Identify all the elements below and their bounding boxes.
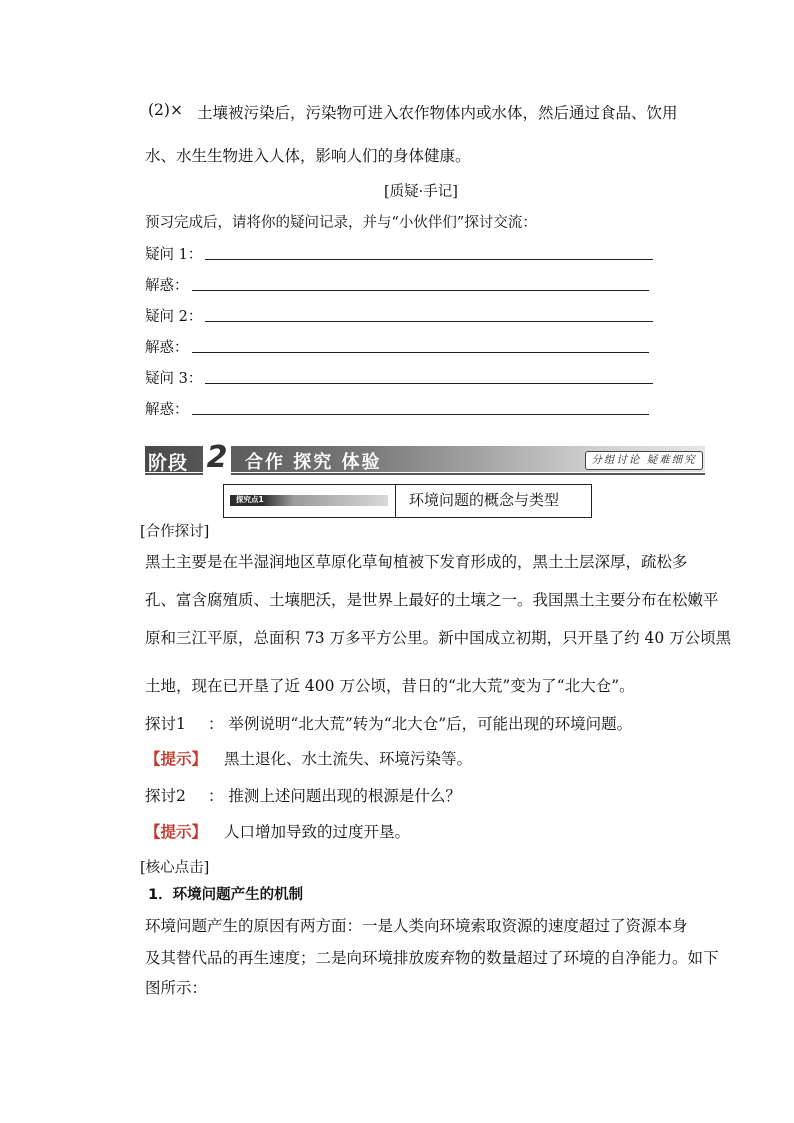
topic-box — [223, 484, 592, 518]
question-1-line[interactable] — [205, 259, 653, 260]
stage-tag: 分组讨论 疑难细究 — [585, 451, 703, 470]
discussion-question-1-label: 探讨1 — [145, 715, 186, 733]
stage-banner — [145, 440, 705, 475]
answer-3-line[interactable] — [192, 414, 649, 415]
answer-3-label: 解惑： — [145, 402, 189, 418]
discussion-question-2-label: 探讨2 — [145, 787, 186, 805]
discussion-paragraph-line-1: 黑土主要是在半湿润地区草原化草甸植被下发育形成的，黑土土层深厚，疏松多 — [145, 553, 688, 571]
answer-line-2: 水、水生生物进入人体，影响人们的身体健康。 — [145, 147, 471, 165]
hint-2-text: 人口增加导致的过度开垦。 — [224, 823, 411, 841]
question-2-line[interactable] — [205, 321, 653, 322]
stage-label: 阶段 — [148, 452, 189, 474]
question-3-label: 疑问 3： — [145, 371, 203, 387]
answer-2-label: 解惑： — [145, 340, 189, 356]
stage-title: 合作 探究 体验 — [245, 452, 382, 473]
core-paragraph-line-3: 图所示： — [145, 979, 208, 997]
topic-title: 环境问题的概念与类型 — [409, 491, 560, 509]
question-2-label: 疑问 2： — [145, 309, 203, 325]
topic-tag: 探究点1 — [236, 495, 264, 504]
hint-2-label: 【提示】 — [145, 823, 208, 841]
answer-line-1: 土壤被污染后，污染物可进入农作物体内或水体，然后通过食品、饮用 — [197, 104, 678, 122]
topic-tag-bar — [230, 495, 388, 506]
discussion-question-2-text: ： 推测上述问题出现的根源是什么？ — [208, 787, 461, 805]
notes-intro: 预习完成后，请将你的疑问记录，并与“小伙伴们”探讨交流： — [145, 215, 537, 231]
core-paragraph-line-2: 及其替代品的再生速度；二是向环境排放废弃物的数量超过了环境的自净能力。如下 — [145, 949, 719, 967]
discussion-paragraph-line-4: 土地，现在已开垦了近 400 万公顷，昔日的“北大荒”变为了“北大仓”。 — [145, 677, 635, 695]
answer-2-line[interactable] — [192, 352, 649, 353]
discussion-heading: [合作探讨] — [140, 524, 210, 540]
core-subheading: 1．环境问题产生的机制 — [148, 887, 304, 903]
answer-mark: (2)× — [148, 101, 183, 119]
hint-1-label: 【提示】 — [145, 750, 208, 768]
stage-number: 2 — [203, 441, 231, 475]
question-1-label: 疑问 1： — [145, 247, 203, 263]
discussion-question-1-text: ： 举例说明“北大荒”转为“北大仓”后，可能出现的环境问题。 — [208, 715, 633, 733]
answer-1-label: 解惑： — [145, 278, 189, 294]
question-3-line[interactable] — [205, 383, 653, 384]
answer-1-line[interactable] — [192, 290, 649, 291]
notes-heading: [质疑·手记] — [384, 184, 458, 200]
core-heading: [核心点击] — [140, 860, 210, 876]
hint-1-text: 黑土退化、水土流失、环境污染等。 — [224, 750, 473, 768]
discussion-paragraph-line-2: 孔、富含腐殖质、土壤肥沃，是世界上最好的土壤之一。我国黑土主要分布在松嫩平 — [145, 591, 719, 609]
core-paragraph-line-1: 环境问题产生的原因有两方面：一是人类向环境索取资源的速度超过了资源本身 — [145, 917, 688, 935]
discussion-paragraph-line-3: 原和三江平原，总面积 73 万多平方公里。新中国成立初期，只开垦了约 40 万公顷黑 — [145, 629, 732, 647]
